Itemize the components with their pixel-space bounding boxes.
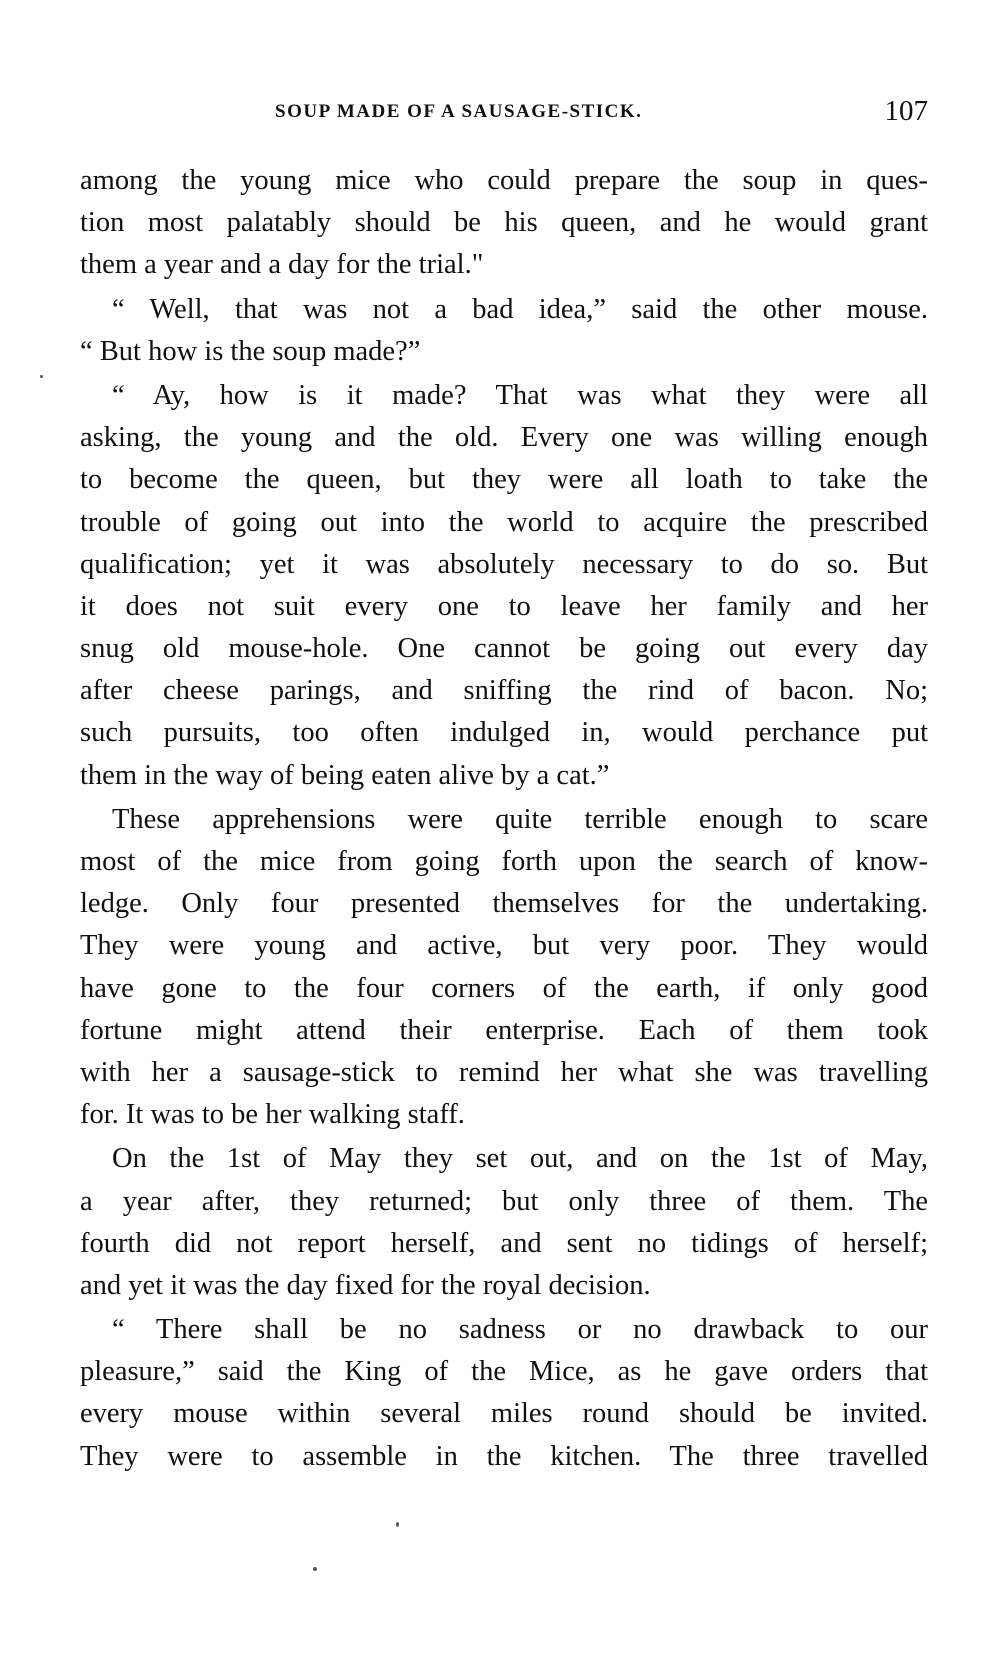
page-number: 107 bbox=[884, 95, 928, 127]
text-line: snug old mouse-hole. One cannot be going out every day bbox=[80, 633, 928, 665]
text-line: every mouse within several miles round should be invited. bbox=[80, 1398, 928, 1430]
text-line: after cheese parings, and sniffing the rind of bacon. No; bbox=[80, 675, 928, 707]
running-head bbox=[80, 95, 928, 135]
text-line: These apprehensions were quite terrible enough to scare bbox=[112, 803, 928, 835]
text-line: for. It was to be her walking staff. bbox=[80, 1099, 465, 1131]
text-line: to become the queen, but they were all loath to take the bbox=[80, 464, 928, 496]
text-line: most of the mice from going forth upon the search of know- bbox=[80, 846, 928, 877]
text-line: and yet it was the day fixed for the royal decision. bbox=[80, 1269, 651, 1301]
text-line: fortune might attend their enterprise. Each of them took bbox=[80, 1014, 928, 1046]
text-line: They were young and active, but very poor. They would bbox=[80, 930, 928, 962]
running-title: SOUP MADE OF A SAUSAGE-STICK. bbox=[275, 101, 643, 122]
text-line: “ Well, that was not a bad idea,” said the other mouse. bbox=[112, 293, 928, 325]
text-line: qualification; yet it was absolutely necessary to do so. But bbox=[80, 548, 928, 580]
paragraph bbox=[80, 289, 928, 373]
text-line: tion most palatably should be his queen, and he would grant bbox=[80, 207, 928, 239]
paragraph bbox=[80, 799, 928, 1137]
print-speck bbox=[396, 1522, 399, 1527]
text-line: ledge. Only four presented themselves for the undertaking. bbox=[80, 888, 928, 920]
text-line: such pursuits, too often indulged in, would perchance put bbox=[80, 717, 928, 749]
text-line: with her a sausage-stick to remind her what she was travelling bbox=[80, 1056, 928, 1088]
text-line: a year after, they returned; but only three of them. The bbox=[80, 1185, 928, 1217]
text-line: “ But how is the soup made?” bbox=[80, 335, 421, 367]
text-line: it does not suit every one to leave her family and her bbox=[80, 590, 928, 622]
body-text bbox=[80, 160, 928, 1478]
text-line: among the young mice who could prepare the soup in ques- bbox=[80, 165, 928, 196]
text-line: them in the way of being eaten alive by a cat.” bbox=[80, 759, 610, 791]
paragraph bbox=[80, 375, 928, 797]
text-line: them a year and a day for the trial." bbox=[80, 249, 484, 281]
text-line: On the 1st of May they set out, and on the 1st of May, bbox=[112, 1143, 928, 1175]
text-line: “ There shall be no sadness or no drawback to our bbox=[112, 1314, 928, 1346]
paragraph bbox=[80, 160, 928, 287]
paragraph bbox=[80, 1138, 928, 1307]
text-line: asking, the young and the old. Every one was willing enough bbox=[80, 422, 928, 454]
text-line: They were to assemble in the kitchen. The three travelled bbox=[80, 1440, 928, 1472]
text-line: “ Ay, how is it made? That was what they were all bbox=[112, 379, 928, 411]
text-line: pleasure,” said the King of the Mice, as he gave orders that bbox=[80, 1356, 928, 1388]
text-line: have gone to the four corners of the earth, if only good bbox=[80, 972, 928, 1004]
paragraph bbox=[80, 1309, 928, 1478]
text-line: trouble of going out into the world to acquire the prescribed bbox=[80, 506, 928, 538]
text-line: fourth did not report herself, and sent no tidings of herself; bbox=[80, 1227, 928, 1259]
print-speck bbox=[40, 375, 43, 378]
print-speck bbox=[313, 1567, 317, 1571]
